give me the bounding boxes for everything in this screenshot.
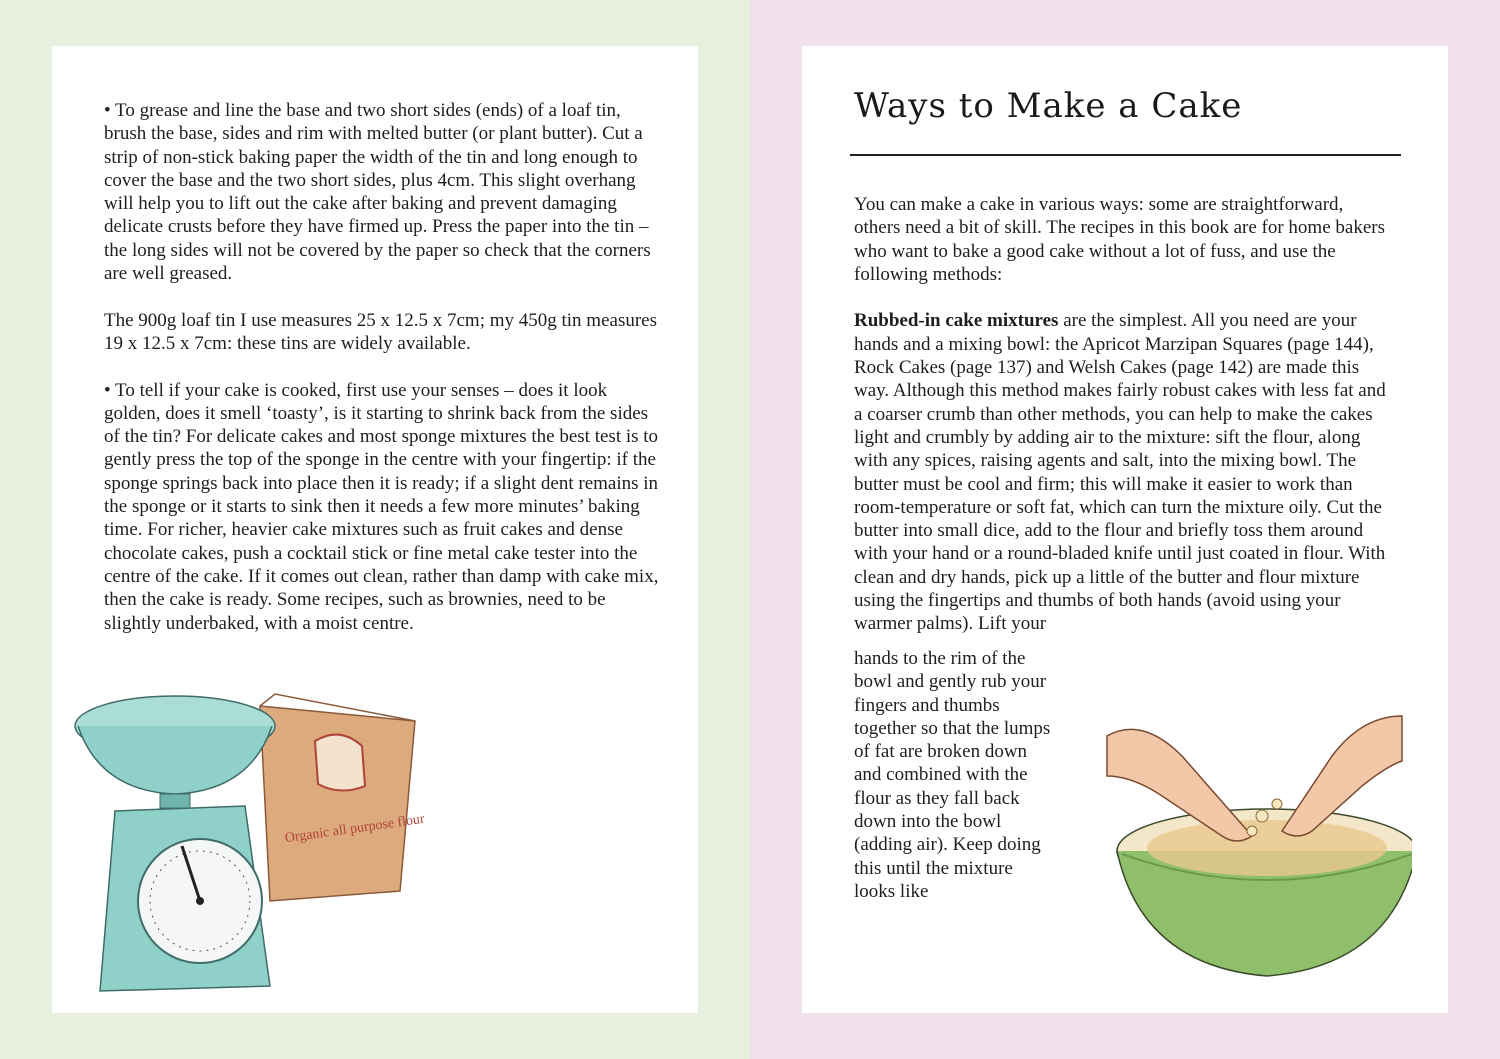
- paragraph-tin-sizes: The 900g loaf tin I use measures 25 x 12.5 x 7cm; my 450g tin measures 19 x 12.5 x 7cm: these tins are widely available.: [104, 309, 658, 354]
- paragraph-grease-tin: • To grease and line the base and two short sides (ends) of a loaf tin, brush the base, sides and rim with melted butter (or plant butter). Cut a strip of non-stick baking paper the width of the tin and long enough to cover the base and the two short sides, plus 4cm. This slight overhang will help you to lift out the cake after baking and prevent damaging delicate crusts before they have firmed up. Press the paper into the tin – the long sides will not be covered by the paper so check that the corners are well greased.: [104, 100, 651, 285]
- paragraph-rubbed-in: [854, 309, 1394, 635]
- flour-bag-icon: [260, 694, 426, 901]
- right-page: [802, 46, 1448, 1013]
- left-page: [52, 46, 698, 1013]
- left-page-text: [104, 99, 664, 658]
- flour-bag-label: Organic all purpose flour: [283, 811, 426, 847]
- hands-rubbing-mixture-in-bowl-illustration: [1102, 676, 1412, 996]
- page-title: Ways to Make a Cake: [854, 86, 1243, 126]
- kitchen-scale-icon: [75, 696, 275, 991]
- rubbed-in-body: are the simplest. All you need are your hands and a mixing bowl: the Apricot Marzipan Squares (page 144), Rock Cakes (page 137) and Welsh Cakes (page 142) are made this way. Although this method makes fairly robust cakes with less fat and a coarser crumb than other methods, you can help to make the cakes light and crumbly by adding air to the mixture: sift the flour, along with any spices, raising agents and salt, into the mixing bowl. The butter must be cool and firm; this will make it easier to work than room-temperature or soft fat, which can turn the mixture oily. Cut the butter into small dice, add to the flour and briefly toss them around with your hand or a round-bladed knife until just coated in flour. With clean and dry hands, pick up a little of the butter and flour mixture using the fingertips and thumbs of both hands (avoid using your warmer palms). Lift your: [854, 310, 1386, 635]
- title-divider: [850, 154, 1401, 156]
- paragraph-intro: You can make a cake in various ways: some are straightforward, others need a bit of skill. The recipes in this book are for home bakers who want to bake a good cake without a lot of fuss, and use the following methods:: [854, 194, 1385, 285]
- mixing-bowl-icon: [1117, 809, 1412, 976]
- right-page-text: [854, 193, 1394, 659]
- rubbed-in-heading: Rubbed-in cake mixtures: [854, 310, 1059, 332]
- paragraph-cake-cooked: • To tell if your cake is cooked, first use your senses – does it look golden, does it smell ‘toasty’, is it starting to shrink back from the sides of the tin? For delicate cakes and most sponge mixtures the best test is to gently press the top of the sponge in the centre with your fingertip: if the sponge springs back into place then it is ready; if a slight dent remains in the sponge or it starts to sink then it needs a few more minutes’ baking time. For richer, heavier cake mixtures such as fruit cakes and dense chocolate cakes, push a cocktail stick or fine metal cake tester into the centre of the cake. If it comes out clean, rather than damp with cake mix, then the cake is ready. Some recipes, such as brownies, need to be slightly underbaked, with a moist centre.: [104, 379, 659, 634]
- kitchen-scale-and-flour-bag-illustration: [70, 686, 430, 1006]
- narrow-column-text: hands to the rim of the bowl and gently rub your fingers and thumbs together so that the lumps of fat are broken down and combined with the flour as they fall back down into the bowl (adding air). Keep doing this until the mixture looks like: [854, 648, 1051, 902]
